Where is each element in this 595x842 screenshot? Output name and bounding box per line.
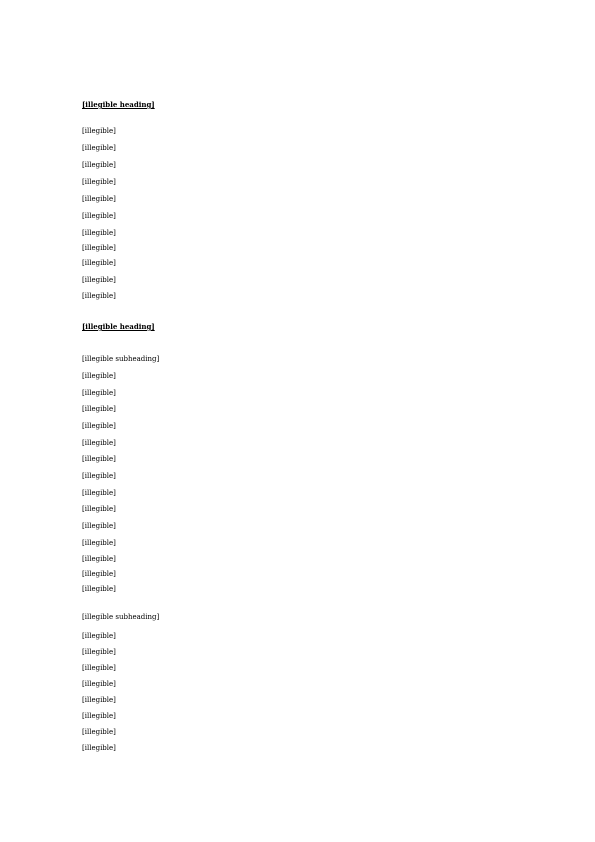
- paragraph-line: [illegible]: [82, 585, 116, 593]
- paragraph-line: [illegible]: [82, 632, 116, 640]
- section-heading: [illegible heading]: [82, 322, 155, 331]
- paragraph-line: [illegible]: [82, 712, 116, 720]
- subsection-heading: [illegible subheading]: [82, 613, 160, 621]
- paragraph-line: [illegible]: [82, 405, 116, 413]
- paragraph-line: [illegible]: [82, 127, 116, 135]
- paragraph-line: [illegible]: [82, 259, 116, 267]
- section-heading: [illegible heading]: [82, 100, 155, 109]
- paragraph-line: [illegible]: [82, 539, 116, 547]
- paragraph-line: [illegible]: [82, 389, 116, 397]
- paragraph-line: [illegible]: [82, 728, 116, 736]
- paragraph-line: [illegible]: [82, 505, 116, 513]
- paragraph-line: [illegible]: [82, 696, 116, 704]
- paragraph-line: [illegible]: [82, 522, 116, 530]
- paragraph-line: [illegible]: [82, 570, 116, 578]
- paragraph-line: [illegible]: [82, 144, 116, 152]
- paragraph-line: [illegible]: [82, 372, 116, 380]
- paragraph-line: [illegible]: [82, 212, 116, 220]
- paragraph-line: [illegible]: [82, 744, 116, 752]
- paragraph-line: [illegible]: [82, 195, 116, 203]
- paragraph-line: [illegible]: [82, 680, 116, 688]
- paragraph-line: [illegible]: [82, 229, 116, 237]
- paragraph-line: [illegible]: [82, 422, 116, 430]
- paragraph-line: [illegible]: [82, 439, 116, 447]
- paragraph-line: [illegible]: [82, 455, 116, 463]
- paragraph-line: [illegible]: [82, 648, 116, 656]
- subsection-heading: [illegible subheading]: [82, 355, 160, 363]
- paragraph-line: [illegible]: [82, 664, 116, 672]
- paragraph-line: [illegible]: [82, 276, 116, 284]
- paragraph-line: [illegible]: [82, 472, 116, 480]
- paragraph-line: [illegible]: [82, 555, 116, 563]
- paragraph-line: [illegible]: [82, 244, 116, 252]
- paragraph-line: [illegible]: [82, 489, 116, 497]
- paragraph-line: [illegible]: [82, 178, 116, 186]
- paragraph-line: [illegible]: [82, 292, 116, 300]
- paragraph-line: [illegible]: [82, 161, 116, 169]
